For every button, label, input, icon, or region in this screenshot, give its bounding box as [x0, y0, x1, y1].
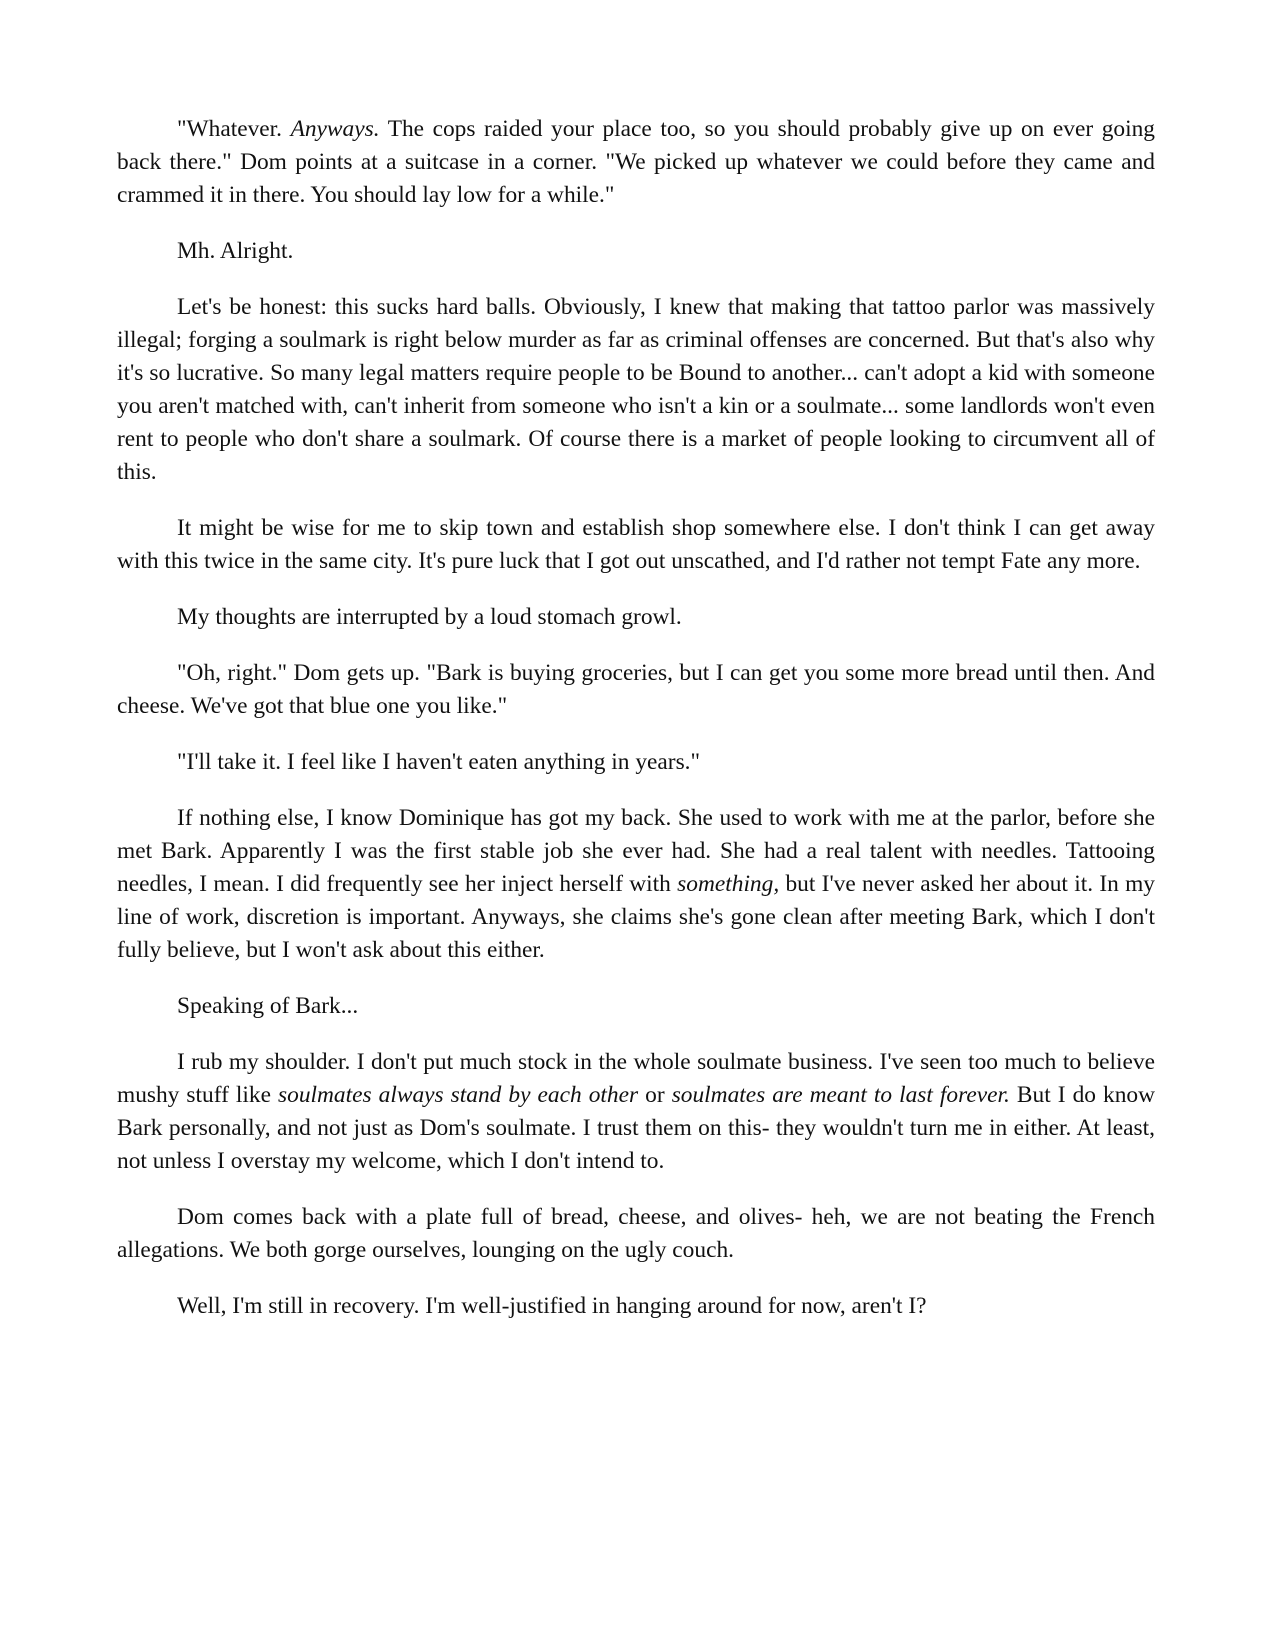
- paragraph-2: Mh. Alright.: [177, 238, 294, 264]
- paragraph-10-text-a: I rub my shoulder. I don't put much stock in the whole soulmate business. I've seen too much to believe mushy stuff like: [117, 1049, 1155, 1108]
- paragraph-10: [117, 1046, 1155, 1178]
- paragraph-8-text-a: If nothing else, I know Dominique has got my back. She used to work with me at the parlor, before she met Bark. Apparently I was the first stable job she ever had. She had a real talent with needles. Tattooing needles, I mean. I did frequently see her inject herself with: [117, 805, 1155, 897]
- paragraph-10-italic-1: soulmates always stand by each other: [278, 1082, 639, 1108]
- paragraph-5: My thoughts are interrupted by a loud stomach growl.: [177, 604, 682, 630]
- paragraph-8-text-b: but I've never asked her about it. In my line of work, discretion is important. Anyways, she claims she's gone clean after meeting Bark, which I don't fully believe, but I won't ask about this either.: [117, 871, 1156, 963]
- paragraph-10-text-b: But I do know Bark personally, and not just as Dom's soulmate. I trust them on this- they wouldn't turn me in either. At least, not unless I overstay my welcome, which I don't intend to.: [117, 1082, 1156, 1174]
- paragraph-3: Let's be honest: this sucks hard balls. Obviously, I knew that making that tattoo parlor was massively illegal; forging a soulmark is right below murder as far as criminal offenses are concerned. But that's also why it's so lucrative. So many legal matters require people to be Bound to another... can't adopt a kid with someone you aren't matched with, can't inherit from someone who isn't a kin or a soulmate... some landlords won't even rent to people who don't share a soulmark. Of course there is a market of people looking to circumvent all of this.: [117, 294, 1155, 485]
- paragraph-7: "I'll take it. I feel like I haven't eaten anything in years.": [177, 749, 701, 775]
- paragraph-1-text-a: "Whatever.: [177, 116, 291, 142]
- paragraph-8-italic: something,: [677, 871, 780, 897]
- paragraph-1: [117, 113, 1155, 212]
- paragraph-9: Speaking of Bark...: [177, 993, 359, 1019]
- paragraph-1-text-b: The cops raided your place too, so you should probably give up on ever going back there." Dom points at a suitcase in a corner. "We picked up whatever we could before they came and crammed it in there. You should lay low for a while.": [117, 116, 1156, 208]
- paragraph-11: Dom comes back with a plate full of bread, cheese, and olives- heh, we are not beating the French allegations. We both gorge ourselves, lounging on the ugly couch.: [117, 1204, 1155, 1263]
- paragraph-4: It might be wise for me to skip town and establish shop somewhere else. I don't think I can get away with this twice in the same city. It's pure luck that I got out unscathed, and I'd rather not tempt Fate any more.: [117, 515, 1155, 574]
- paragraph-1-italic: Anyways.: [290, 116, 380, 142]
- paragraph-8: [117, 802, 1155, 967]
- paragraph-12: Well, I'm still in recovery. I'm well-justified in hanging around for now, aren't I?: [177, 1293, 927, 1319]
- paragraph-10-text-middle: or: [638, 1082, 672, 1108]
- story-text: [117, 113, 1155, 1346]
- paragraph-6: "Oh, right." Dom gets up. "Bark is buying groceries, but I can get you some more bread until then. And cheese. We've got that blue one you like.": [117, 660, 1155, 719]
- paragraph-10-italic-2: soulmates are meant to last forever.: [671, 1082, 1010, 1108]
